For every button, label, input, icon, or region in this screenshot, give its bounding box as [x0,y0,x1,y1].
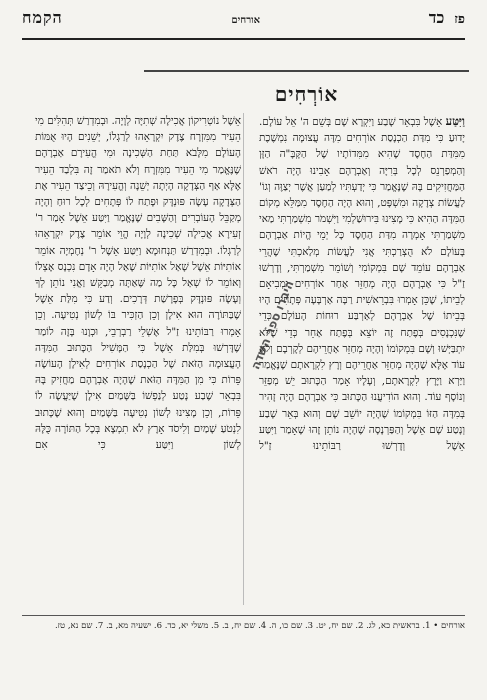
chapter-heading [144,70,469,107]
text-column-left [35,113,241,605]
chapter-title: אוֹרְחִים [274,82,339,106]
section-name: אורחים [231,15,261,26]
header-right [429,8,465,28]
column-divider [243,113,244,605]
column-body: אֵשֶׁל בִּבְאֵר שָׁבַע וַיִּקְרָא שָׁם בְּשֵׁם ה' אֵל עוֹלָם. יָדוּעַ כִּי מִדַּת הַכְנָסַת אוֹרְחִים מִדָּה עֲצוּמָה נִמְשֶׁכֶת מִמִּדַּת הַחֶסֶד שֶׁהִיא מִמִּדוֹתָיו שֶׁל הַקָּבָּ"ה הַזָּן וְהַמְפַרְנֵס לְכָל בְּרִיָּה וְאַבְרָהָם אָבִינוּ הָיָה רֹאשׁ הַמַּחֲזִיקִים בָּהּ שֶׁנֶּאֱמַר כִּי יְדַעְתִּיו לְמַעַן אֲשֶׁר יְצַוֶּה וְגוֹ' לַעֲשׂוֹת צְדָקָה וּמִשְׁפָּט, וְהוּא הָיָה הַחֶסֶד מִמַּלֵּא מְקוֹם הַמִּדָּה הַהִיא כִּי מָצִינוּ בִּירוּשַׁלְמִי וַיִּשְׁמֹר מִשְׁמַרְתִּי מַאי מִשְׁמַרְתִּי אָמְרָה מִדַּת הַחֶסֶד כָּל יְמֵי הֱיוֹת אַבְרָהָם בָּעוֹלָם לֹא הֻצְרַכְתִּי אֲנִי לַעֲשׂוֹת מְלַאכְתִּי שֶׁהֲרֵי אַבְרָהָם עוֹמֵד שָׁם בִּמְקוֹמִי וְשׁוֹמֵר מִשְׁמַרְתִּי, וְדָרְשׁוּ זַ"ל כִּי אַבְרָהָם הָיָה מְחַזֵּר אַחַר אוֹרְחִים וּמְבִיאָם לְבֵיתוֹ, שֶׁכֵּן אָמְרוּ בִּבְרֵאשִׁית רַבָּה אַרְבָּעָה פְּתָחִים הָיוּ בְּבֵיתוֹ שֶׁל אַבְרָהָם לְאַרְבַּע רוּחוֹת הָעוֹלָם כְּדֵי שֶׁנִּכְנָסִים בְּפֶתַח זֶה יוֹצֵא בְּפֶתַח אַחֵר כְּדֵי שֶׁלֹּא יִתְבַּיְּשׁוּ וְשָׁם בִּמְקוֹמוֹ וְהָיָה מְחַזֵּר אַחֲרֵיהֶם לְקָרְבָם וְלֹא עוֹד אֶלָּא שֶׁהָיָה מְחַזֵּר אַחֲרֵיהֶם וְרָץ לִקְרָאתָם שֶׁנֶּאֱמַר וַיַּרְא וַיָּרָץ לִקְרָאתָם, וְעָלָיו אָמַר הַכָּתוּב יֵשׁ מְפַזֵּר וְנוֹסָף עוֹד. וְהוּא הוֹדִיעֲנוּ הַכָּתוּב כִּי אַבְרָהָם הָיָה זָהִיר בְּמִדָּה הַזּוֹ בִּמְקוֹמוֹ שֶׁהָיָה יוֹשֵׁב שָׁם וְהוּא בְּאֵר שָׁבַע וְנָטַע שָׁם אֵשֶׁל וְהַפַּרְנָסָה שֶׁהָיָה נוֹתֵן זֶהוּ שֶׁאָמַר וַיִּטַּע אֵשֶׁל וְדָרְשׁוּ רַבּוֹתֵינוּ זַ"ל [259,116,465,453]
text-column-right [259,113,465,605]
lead-word: וַיִּטַּע [445,114,465,128]
footnote-rule [22,615,465,616]
book-title: הקמח [22,8,63,27]
running-header [22,8,465,40]
footnotes: אורחים • 1. בראשית כא, לג. 2. שם יח, יט. 3. שם כו, ה. 4. שם יח, ב. 5. משלי יא, כד. 6. ישעיה מא, ב. 7. שם נא, טז. [54,621,465,631]
column-body: אֵשֶׁל נוֹטְרִיקוֹן אֲכִילָה שְׁתִיָּה לְוָיָה. וּבְמִדְרַשׁ תְּהִלִּים מִי הֵעִיר מִמִּזְרָח צֶדֶק יִקְרָאֵהוּ לְרַגְלוֹ, יְשֵׁנִים הָיוּ אֻמּוֹת הָעוֹלָם מִלָּבֹא תַּחַת הַשְּׁכִינָה וּמִי הֱעִירָם אַבְרָהָם שֶׁנֶּאֱמַר מִי הֵעִיר מִמִּזְרָח וְלֹא תֹאמַר זֶה בִּלְבַד הֵעִיר אֶלָּא אַף הַצְּדָקָה הָיְתָה יְשֵׁנָה וְהֱעִירָהּ וְכֵיצַד הֵעִיר אֶת הַצְּדָקָה עָשָׂה פּוּנְדָּק וּפָתַח לוֹ פְּתָחִים לְכָל רוּחַ וְהָיָה מְקַבֵּל הָעוֹבְרִים וְהַשָּׁבִים שֶׁנֶּאֱמַר וַיִּטַּע אֵשֶׁל אָמַר ר' זְעִירָא אֲכִילָה שְׁכִינָה לְוָיָה הֱוֵי אוֹמֵר צֶדֶק יִקְרָאֵהוּ לְרַגְלוֹ. וּבְמִדְרַשׁ תַּנְחוּמָא וַיִּטַּע אֵשֶׁל ר' נְחֶמְיָה אוֹמֵר אוֹתִיּוֹת אֵשֶׁל שָׁאַל אוֹתִיּוֹת שָׁאַל הָיָה אָדָם נִכְנָס אֶצְלוֹ וְאוֹמֵר לוֹ שְׁאַל כָּל מַה שֶּׁאַתָּה מְבַקֵּשׁ וַאֲנִי נוֹתֵן לְךָ וְעָשָׂה פּוּנְדָּק בְּפָרָשַׁת דְּרָכִים. וְדַע כִּי מִלַּת אֵשֶׁל שֶׁבַּתּוֹרָה הוּא אִילָן וְכֵן הַזְכִּיר בּוֹ לְשׁוֹן נְטִיעָה. וְכֵן אָמְרוּ רַבּוֹתֵינוּ זַ"ל אֶשְׁלֵי רַבְרְבֵי, וּכְוָנוּ בָּזֶה לוֹמַר שֶׁדָּרְשׁוּ בְּמִלַּת אֵשֶׁל כִּי הַמָּשִׁיל הַכָּתוּב הַמִּדָּה הָעֲצוּמָה הַזֹּאת שֶׁל הַכְנָסַת אוֹרְחִים לְאִילָן הָעוֹשֶׂה פֵּרוֹת כִּי מִן הַמִּדָּה הַזֹּאת שֶׁהָיָה אַבְרָהָם מַחֲזִיק בָּהּ בִּבְאֵר שֶׁבַע נָטַע לְנַפְשׁוֹ בַּשָּׁמַיִם אִילָן שֶׁיַּעֲשֶׂה לוֹ פֵּרוֹת, וְכֵן מָצִינוּ לְשׁוֹן נְטִיעָה בַּשָּׁמַיִם וְהוּא שֶׁכָּתוּב לִנְטֹעַ שָׁמַיִם וְלִיסֹד אָרֶץ לֹא תִמְצָא בְּכָל הַתּוֹרָה כֻּלָּהּ לְשׁוֹן וַיִּטַּע כִּי אִם [35,115,241,452]
chapter-rule [144,70,469,72]
page-code: פז [454,12,465,27]
library-stamp: היברו ספר השדה [248,278,297,372]
section-number: כד [428,8,445,27]
